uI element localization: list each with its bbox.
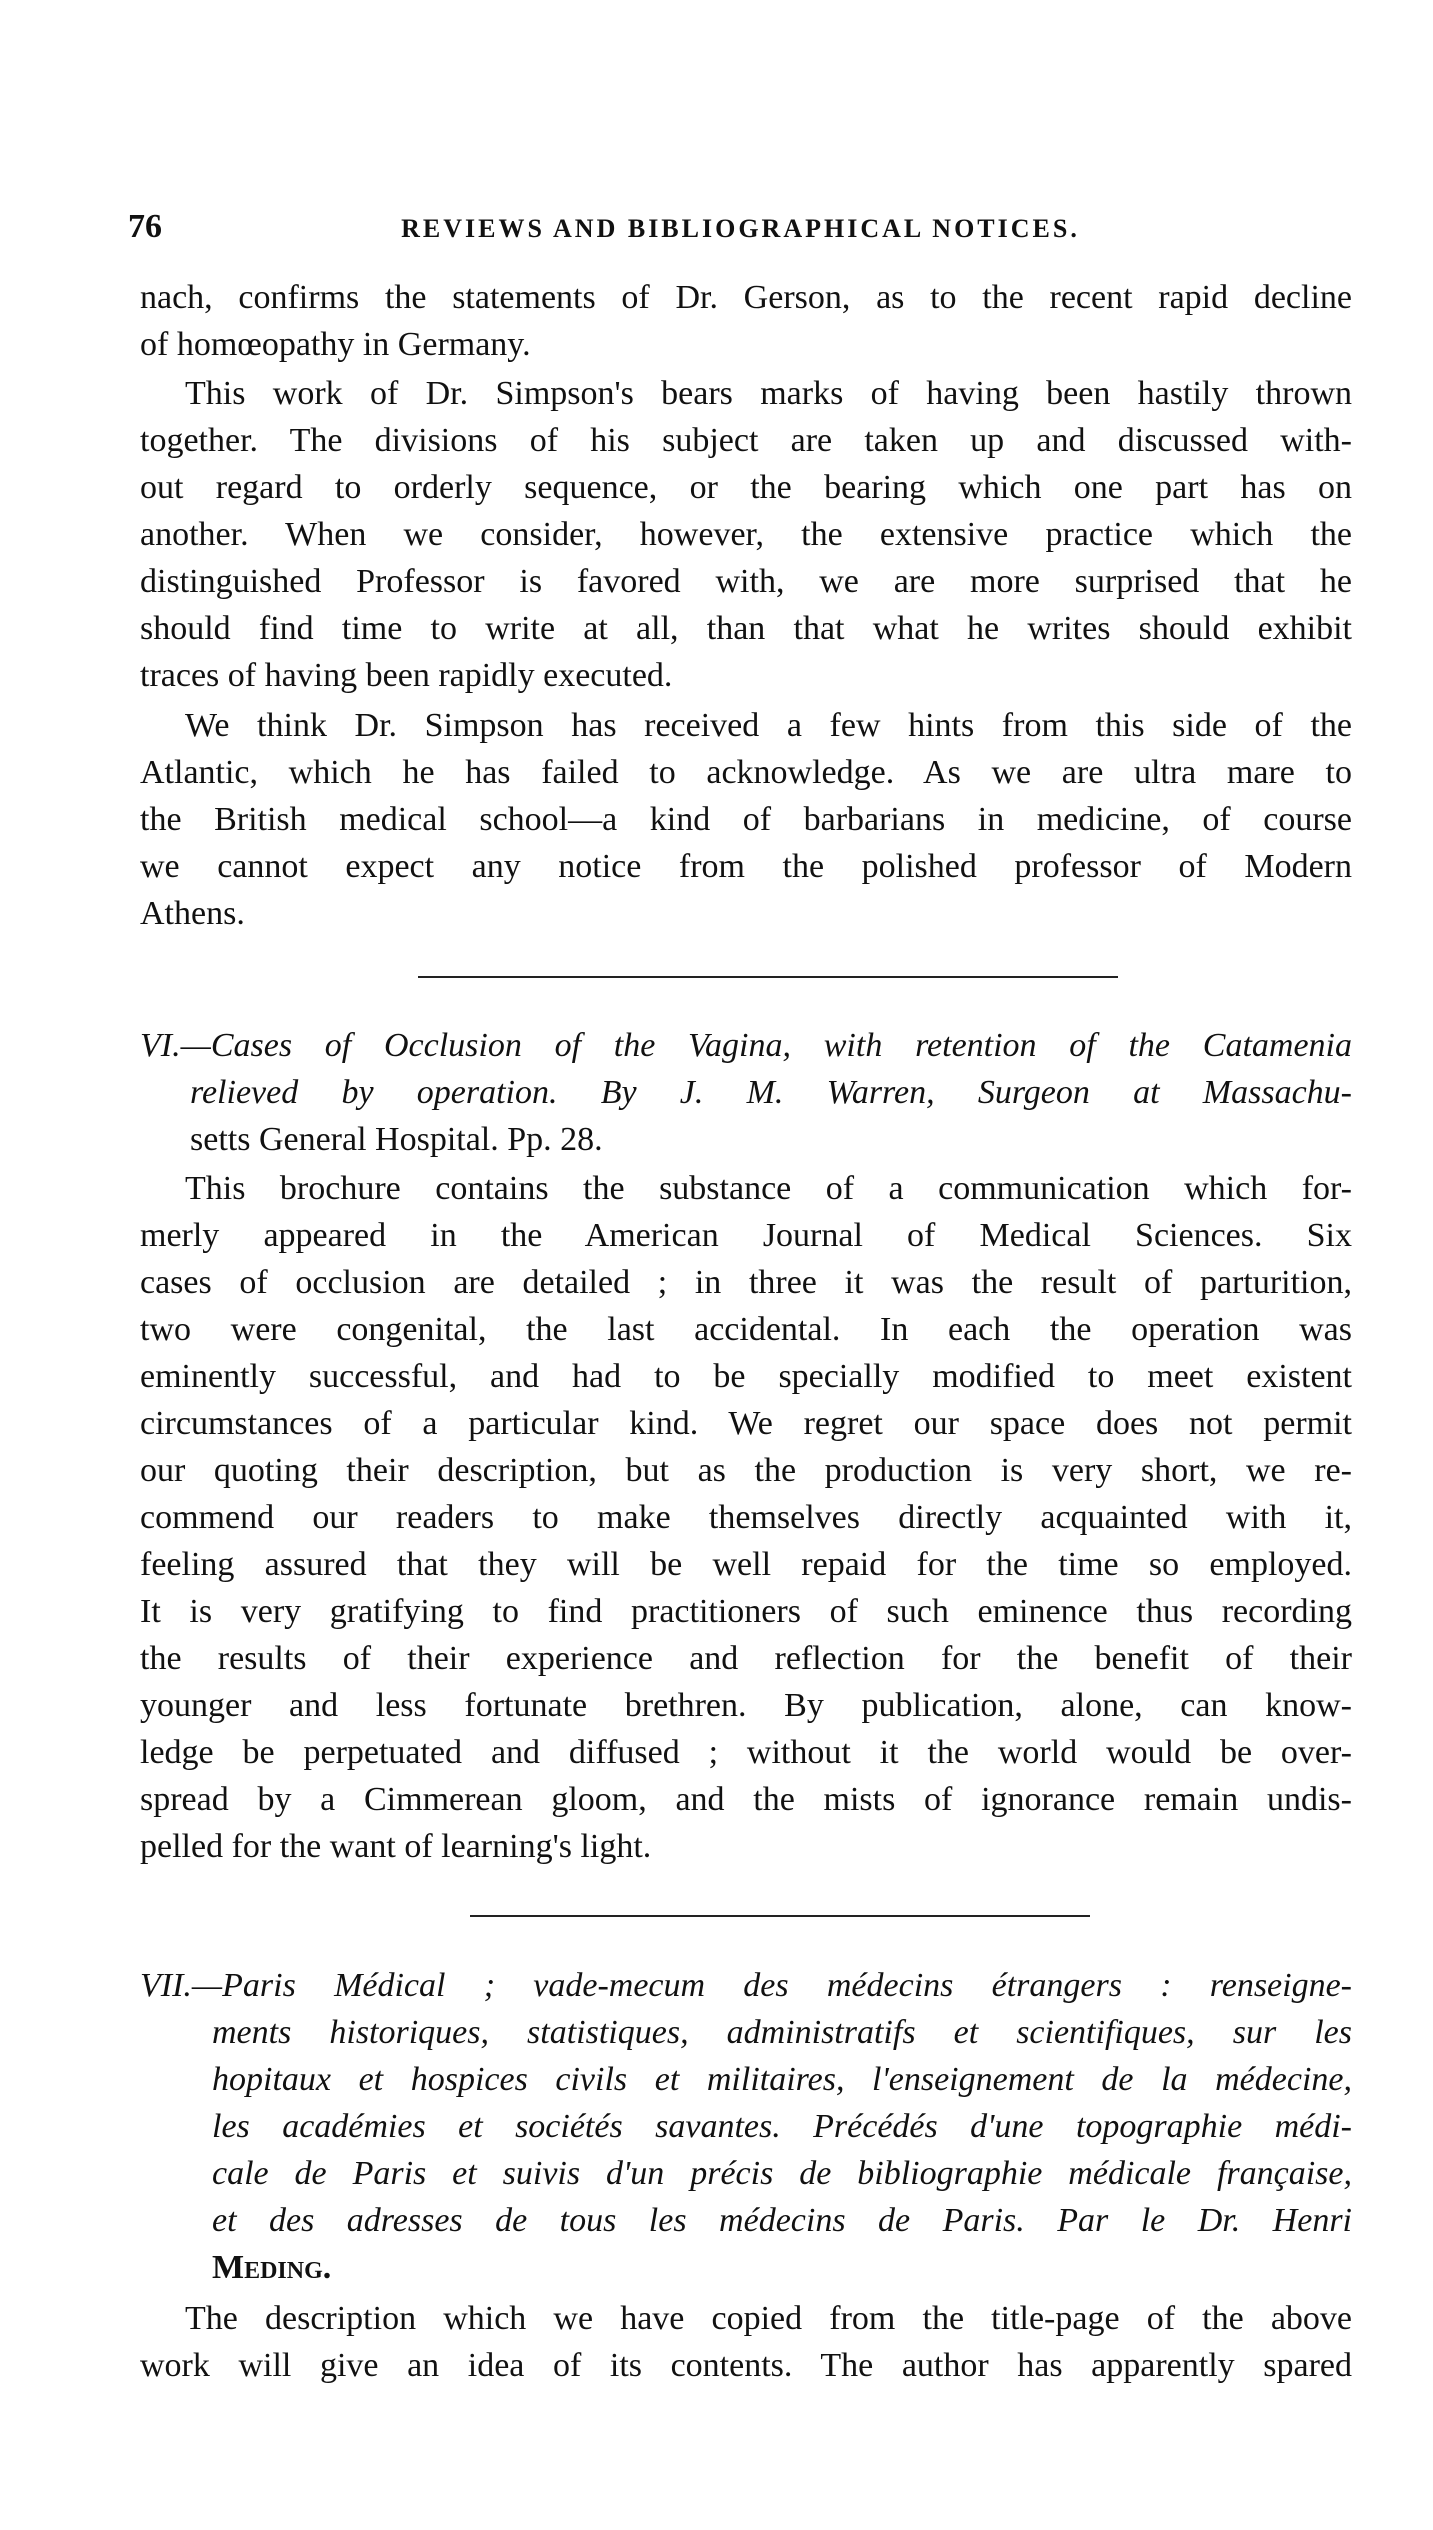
text-line: We think Dr. Simpson has received a few hints from this side of the — [185, 707, 1352, 744]
text-line: younger and less fortunate brethren. By publication, alone, can know- — [140, 1687, 1352, 1724]
text-line: feeling assured that they will be well repaid for the time so employed. — [140, 1546, 1352, 1583]
text-line: should find time to write at all, than that what he writes should exhibit — [140, 610, 1352, 647]
text-line: Atlantic, which he has failed to acknowledge. As we are ultra mare to — [140, 754, 1352, 791]
section-divider — [470, 1915, 1090, 1917]
section-title-line: relieved by operation. By J. M. Warren, Surgeon at Massachu- — [190, 1074, 1352, 1111]
section-title-line: et des adresses de tous les médecins de Paris. Par le Dr. Henri — [212, 2202, 1352, 2239]
text-line: another. When we consider, however, the extensive practice which the — [140, 516, 1352, 553]
section-divider — [418, 976, 1118, 978]
text-line: out regard to orderly sequence, or the bearing which one part has on — [140, 469, 1352, 506]
section-title-line: setts General Hospital. Pp. 28. — [190, 1121, 603, 1158]
text-line: The description which we have copied from the title-page of the above — [185, 2300, 1352, 2337]
text-line: circumstances of a particular kind. We regret our space does not permit — [140, 1405, 1352, 1442]
text-line: together. The divisions of his subject are taken up and discussed with- — [140, 422, 1352, 459]
text-line: the results of their experience and reflection for the benefit of their — [140, 1640, 1352, 1677]
text-line: ledge be perpetuated and diffused ; without it the world would be over- — [140, 1734, 1352, 1771]
text-line: pelled for the want of learning's light. — [140, 1828, 652, 1865]
page-header — [128, 208, 1353, 248]
section-title-line: cale de Paris et suivis d'un précis de bibliographie médicale française, — [212, 2155, 1352, 2192]
text-line: spread by a Cimmerean gloom, and the mists of ignorance remain undis- — [140, 1781, 1352, 1818]
text-line: This work of Dr. Simpson's bears marks of having been hastily thrown — [185, 375, 1352, 412]
section-title-line: ments historiques, statistiques, administratifs et scientifiques, sur les — [212, 2014, 1352, 2051]
section-title-line: VI.—Cases of Occlusion of the Vagina, with retention of the Catamenia — [140, 1027, 1352, 1064]
text-line: traces of having been rapidly executed. — [140, 657, 673, 694]
text-line: nach, confirms the statements of Dr. Gerson, as to the recent rapid decline — [140, 279, 1352, 316]
section-title-line: Meding. — [212, 2249, 332, 2286]
text-line: of homœopathy in Germany. — [140, 326, 531, 363]
text-line: This brochure contains the substance of a communication which for- — [185, 1170, 1352, 1207]
text-line: the British medical school—a kind of barbarians in medicine, of course — [140, 801, 1352, 838]
text-line: eminently successful, and had to be specially modified to meet existent — [140, 1358, 1352, 1395]
page-number: 76 — [128, 208, 162, 245]
text-line: Athens. — [140, 895, 245, 932]
text-line: we cannot expect any notice from the polished professor of Modern — [140, 848, 1352, 885]
text-line: two were congenital, the last accidental. In each the operation was — [140, 1311, 1352, 1348]
section-title-line: les académies et sociétés savantes. Précédés d'une topographie médi- — [212, 2108, 1352, 2145]
section-title-line: VII.—Paris Médical ; vade-mecum des médecins étrangers : renseigne- — [140, 1967, 1352, 2004]
text-line: cases of occlusion are detailed ; in three it was the result of parturition, — [140, 1264, 1352, 1301]
running-head: REVIEWS AND BIBLIOGRAPHICAL NOTICES. — [401, 214, 1080, 243]
text-line: distinguished Professor is favored with, we are more surprised that he — [140, 563, 1352, 600]
text-line: It is very gratifying to find practitioners of such eminence thus recording — [140, 1593, 1352, 1630]
text-line: commend our readers to make themselves directly acquainted with it, — [140, 1499, 1352, 1536]
text-line: our quoting their description, but as the production is very short, we re- — [140, 1452, 1352, 1489]
text-line: work will give an idea of its contents. The author has apparently spared — [140, 2347, 1352, 2384]
text-line: merly appeared in the American Journal of Medical Sciences. Six — [140, 1217, 1352, 1254]
section-title-line: hopitaux et hospices civils et militaires, l'enseignement de la médecine, — [212, 2061, 1352, 2098]
